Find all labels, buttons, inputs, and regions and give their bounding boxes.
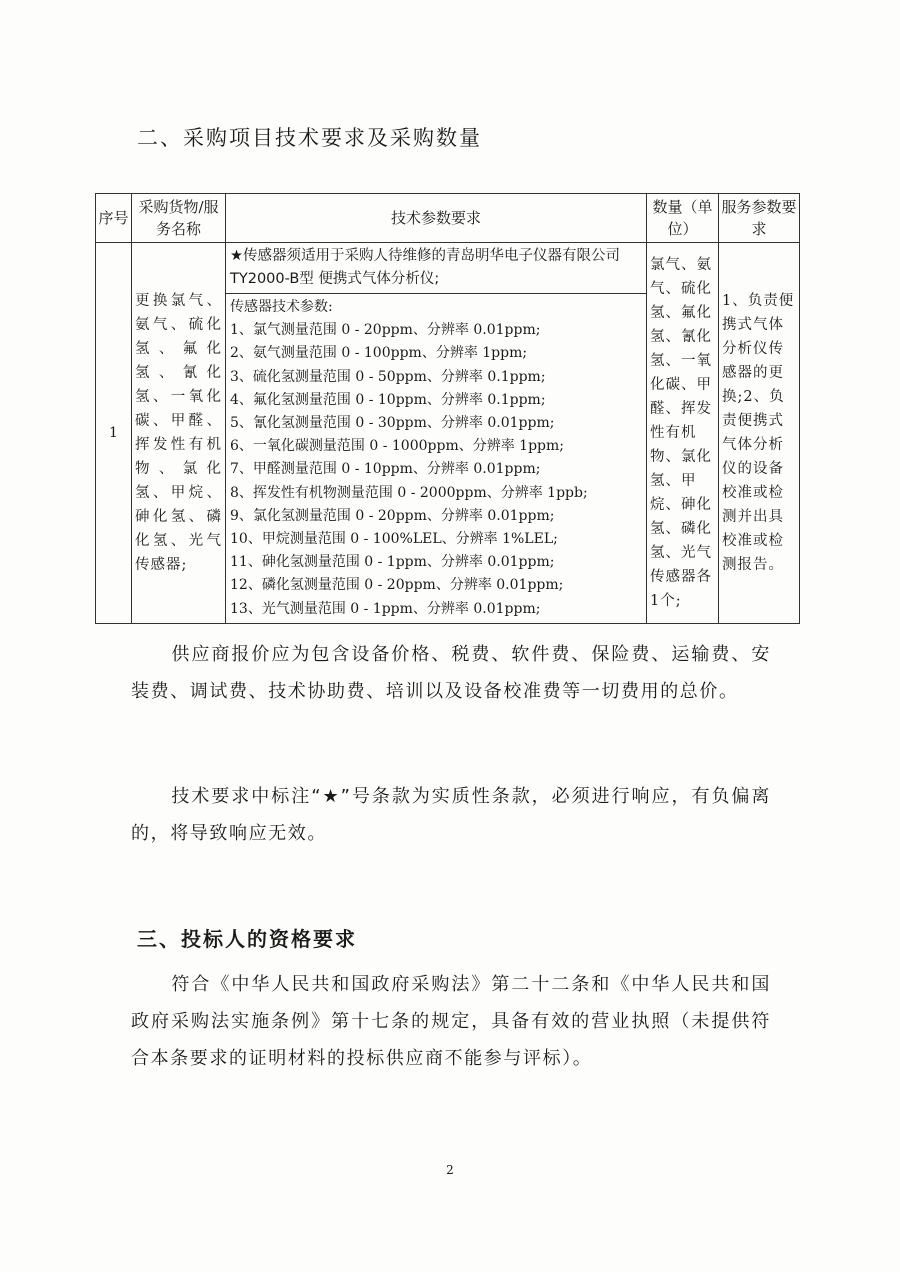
row-seq: 1 — [96, 243, 132, 624]
table-header-row — [96, 194, 800, 243]
tech-param-line: 13、光气测量范围 0 - 1ppm、分辨率 0.01ppm; — [230, 600, 541, 617]
tech-param-line: 11、砷化氢测量范围 0 - 1ppm、分辨率 0.01ppm; — [230, 554, 555, 571]
tech-param-line: 9、氯化氢测量范围 0 - 20ppm、分辨率 0.01ppm; — [230, 507, 555, 524]
row-item-name: 更换氯气、氨气、硫化氢、氟化氢、氰化氢、一氧化碳、甲醛、挥发性有机物、氯化氢、甲烷、砷化氢、磷化氢、光气传感器; — [132, 243, 226, 624]
requirements-table — [95, 193, 800, 624]
pricing-paragraph — [131, 636, 771, 710]
tech-param-line: 5、氰化氢测量范围 0 - 30ppm、分辨率 0.01ppm; — [230, 415, 555, 432]
qualification-paragraph — [131, 966, 771, 1077]
header-service: 服务参数要求 — [719, 194, 800, 243]
header-qty: 数量（单位） — [647, 194, 719, 243]
row-service: 1、负责便携式气体分析仪传感器的更换;2、负责便携式气体分析仪的设备校准或检测并出具校准或检测报告。 — [719, 243, 800, 624]
tech-param-line: 8、挥发性有机物测量范围 0 - 2000ppm、分辨率 1ppb; — [230, 484, 588, 501]
tech-params-title: 传感器技术参数: — [230, 299, 333, 315]
header-tech: 技术参数要求 — [226, 194, 647, 243]
substantive-paragraph — [131, 778, 771, 852]
header-seq: 序号 — [96, 194, 132, 243]
tech-param-line: 1、氯气测量范围 0 - 20ppm、分辨率 0.01ppm; — [230, 322, 541, 339]
tech-param-line: 12、磷化氢测量范围 0 - 20ppm、分辨率 0.01ppm; — [230, 577, 564, 594]
row-tech-note — [226, 243, 647, 294]
tech-param-line: 2、氨气测量范围 0 - 100ppm、分辨率 1ppm; — [230, 345, 528, 362]
tech-note-text: ★传感器须适用于采购人待维修的青岛明华电子仪器有限公司 TY2000-B型 便携式气体分析仪; — [230, 248, 620, 287]
tech-param-line: 3、硫化氢测量范围 0 - 50ppm、分辨率 0.1ppm; — [230, 368, 546, 385]
substantive-text: 技术要求中标注“★”号条款为实质性条款，必须进行响应，有负偏离的，将导致响应无效。 — [131, 786, 771, 844]
tech-param-line: 7、甲醛测量范围 0 - 10ppm、分辨率 0.01ppm; — [230, 461, 541, 478]
tech-param-line: 4、氟化氢测量范围 0 - 10ppm、分辨率 0.1ppm; — [230, 391, 546, 408]
tech-param-line: 10、甲烷测量范围 0 - 100%LEL、分辨率 1%LEL; — [230, 531, 558, 548]
page-number: 2 — [446, 1163, 454, 1177]
table-row — [96, 243, 800, 294]
tech-param-line: 6、一氧化碳测量范围 0 - 1000ppm、分辨率 1ppm; — [230, 438, 564, 455]
section-3-heading: 三、投标人的资格要求 — [137, 927, 357, 951]
row-tech-params — [226, 294, 647, 624]
header-name: 采购货物/服务名称 — [132, 194, 226, 243]
qualification-text: 符合《中华人民共和国政府采购法》第二十二条和《中华人民共和国政府采购法实施条例》第十七条的规定，具备有效的营业执照（未提供符合本条要求的证明材料的投标供应商不能参与评标）。 — [131, 974, 771, 1069]
section-2-heading: 二、采购项目技术要求及采购数量 — [137, 126, 482, 150]
row-quantity: 氯气、氨气、硫化氢、氟化氢、氰化氢、一氧化碳、甲醛、挥发性有机物、氯化氢、甲烷、砷化氢、磷化氢、光气传感器各1个; — [647, 243, 719, 624]
pricing-text: 供应商报价应为包含设备价格、税费、软件费、保险费、运输费、安装费、调试费、技术协助费、培训以及设备校准费等一切费用的总价。 — [131, 644, 771, 702]
